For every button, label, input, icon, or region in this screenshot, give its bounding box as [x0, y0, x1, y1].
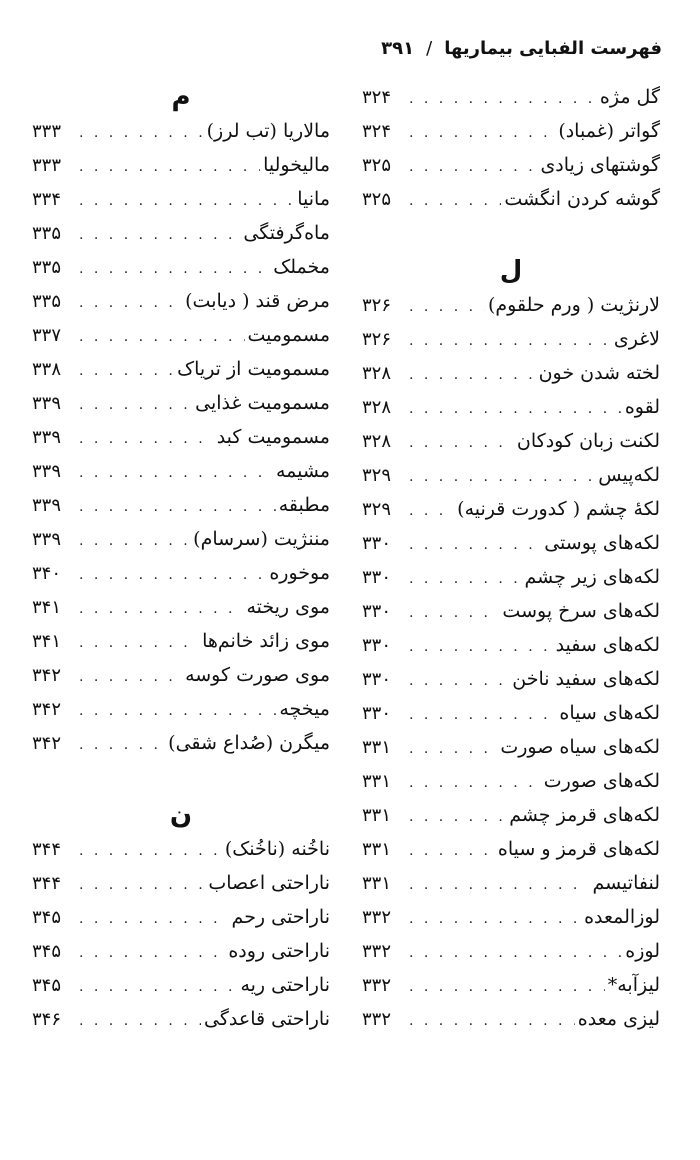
index-entry — [32, 900, 330, 934]
index-entry — [362, 148, 660, 182]
section-letter-lam: ل — [499, 256, 523, 286]
entry-page-number: ۳۳۰ — [362, 567, 392, 588]
dot-leader — [409, 494, 454, 528]
dot-leader — [409, 596, 499, 630]
entry-page-number: ۳۲۵ — [362, 155, 392, 176]
entry-page-number: ۳۲۴ — [362, 121, 392, 142]
index-entry — [362, 628, 660, 662]
entry-term: ماه‌گرفتگی — [243, 222, 330, 244]
entry-term: موخوره — [269, 562, 330, 584]
entry-term: مطبقه — [278, 494, 330, 516]
entry-page-number: ۳۲۸ — [362, 363, 392, 384]
entry-term: گوشتهای زیادی — [540, 154, 660, 176]
entry-term: لکه‌های قرمز و سیاه — [497, 838, 660, 860]
entry-page-number: ۳۳۳ — [32, 121, 62, 142]
section-l — [362, 288, 660, 1036]
dot-leader — [409, 936, 622, 970]
dot-leader — [409, 528, 541, 562]
dot-leader — [409, 902, 581, 936]
entry-page-number: ۳۴۴ — [32, 839, 62, 860]
entry-term: لکهٔ چشم ( کدورت قرنیه) — [457, 498, 660, 520]
header-title: فهرست الفبایی بیماریها — [444, 37, 662, 59]
entry-page-number: ۳۳۲ — [362, 941, 392, 962]
dot-leader — [409, 116, 555, 150]
dot-leader — [79, 116, 204, 150]
dot-leader — [79, 1004, 201, 1038]
entry-page-number: ۳۴۴ — [32, 873, 62, 894]
entry-page-number: ۳۲۵ — [362, 189, 392, 210]
dot-leader — [79, 728, 165, 762]
index-entry — [362, 80, 660, 114]
dot-leader — [79, 184, 294, 218]
index-entry — [362, 662, 660, 696]
entry-page-number: ۳۴۶ — [32, 1009, 62, 1030]
entry-page-number: ۳۴۵ — [32, 941, 62, 962]
entry-term: مننژیت (سرسام) — [193, 528, 330, 550]
entry-term: لکه‌های سیاه — [559, 702, 660, 724]
entry-page-number: ۳۴۵ — [32, 975, 62, 996]
entry-term: لکه‌های سیاه صورت — [500, 736, 660, 758]
entry-term: لنفاتیسم — [592, 872, 660, 894]
entry-term: لکه‌های زیر چشم — [524, 566, 660, 588]
entry-term: مسمومیت کبد — [216, 426, 330, 448]
index-entry — [362, 832, 660, 866]
index-entry — [32, 726, 330, 760]
entry-page-number: ۳۳۱ — [362, 873, 392, 894]
dot-leader — [409, 868, 589, 902]
dot-leader — [409, 426, 514, 460]
dot-leader — [409, 290, 485, 324]
index-entry — [32, 934, 330, 968]
index-entry — [32, 182, 330, 216]
entry-term: ناراحتی ریه — [240, 974, 330, 996]
index-entry — [362, 288, 660, 322]
entry-term: مسمومیت — [247, 324, 330, 346]
entry-page-number: ۳۳۹ — [32, 495, 62, 516]
index-entry — [362, 114, 660, 148]
entry-page-number: ۳۲۸ — [362, 431, 392, 452]
entry-term: مخملک — [273, 256, 330, 278]
index-entry — [32, 216, 330, 250]
index-entry — [32, 352, 330, 386]
index-entry — [362, 730, 660, 764]
entry-page-number: ۳۲۹ — [362, 465, 392, 486]
entry-page-number: ۳۴۲ — [32, 733, 62, 754]
entry-term: گوشه کردن انگشت — [504, 188, 660, 210]
index-entry — [362, 322, 660, 356]
dot-leader — [79, 490, 276, 524]
index-entry — [362, 764, 660, 798]
index-entry — [32, 1002, 330, 1036]
entry-page-number: ۳۳۱ — [362, 771, 392, 792]
index-entry — [362, 424, 660, 458]
dot-leader — [409, 664, 509, 698]
entry-page-number: ۳۳۸ — [32, 359, 62, 380]
index-entry — [32, 522, 330, 556]
entry-page-number: ۳۲۸ — [362, 397, 392, 418]
index-entry — [362, 390, 660, 424]
entry-page-number: ۳۴۱ — [32, 631, 62, 652]
entry-term: لکه‌های پوستی — [544, 532, 660, 554]
entry-page-number: ۳۳۲ — [362, 1009, 392, 1030]
dot-leader — [409, 970, 605, 1004]
index-entry — [362, 968, 660, 1002]
index-entry — [32, 318, 330, 352]
entry-term: لوزالمعده — [584, 906, 660, 928]
entry-page-number: ۳۳۳ — [32, 155, 62, 176]
dot-leader — [79, 252, 270, 286]
entry-page-number: ۳۳۴ — [32, 189, 62, 210]
section-gap — [32, 760, 330, 798]
entry-term: میخچه — [279, 698, 330, 720]
index-entry — [32, 866, 330, 900]
entry-page-number: ۳۳۰ — [362, 703, 392, 724]
entry-page-number: ۳۲۶ — [362, 329, 392, 350]
entry-term: موی زائد خانم‌ها — [202, 630, 330, 652]
dot-leader — [79, 388, 192, 422]
dot-leader — [79, 694, 276, 728]
dot-leader — [79, 558, 266, 592]
dot-leader — [79, 592, 243, 626]
dot-leader — [409, 82, 597, 116]
entry-page-number: ۳۳۹ — [32, 461, 62, 482]
section-n — [32, 832, 330, 1036]
section-g — [362, 80, 660, 216]
entry-term: لکه‌های قرمز چشم — [509, 804, 660, 826]
dot-leader — [79, 354, 174, 388]
section-m — [32, 114, 330, 760]
entry-term: مالاریا (تب لرز) — [206, 120, 330, 142]
entry-page-number: ۳۳۵ — [32, 291, 62, 312]
entry-page-number: ۳۳۰ — [362, 533, 392, 554]
index-entry — [32, 420, 330, 454]
dot-leader — [409, 562, 521, 596]
entry-page-number: ۳۳۱ — [362, 805, 392, 826]
entry-term: لاغری — [613, 328, 660, 350]
entry-term: لخته شدن خون — [538, 362, 660, 384]
index-entry — [32, 624, 330, 658]
dot-leader — [79, 936, 225, 970]
index-entry — [32, 148, 330, 182]
index-entry — [362, 866, 660, 900]
entry-term: لقوه — [624, 396, 660, 418]
entry-term: لکه‌های سرخ پوست — [502, 600, 660, 622]
entry-page-number: ۳۲۹ — [362, 499, 392, 520]
entry-term: لارنژیت ( ورم حلقوم) — [487, 294, 660, 316]
section-letter-mim: م — [171, 82, 191, 112]
entry-page-number: ۳۳۵ — [32, 223, 62, 244]
entry-term: ناراحتی اعصاب — [208, 872, 330, 894]
dot-leader — [79, 834, 222, 868]
dot-leader — [409, 630, 553, 664]
entry-page-number: ۳۳۹ — [32, 427, 62, 448]
dot-leader — [79, 150, 260, 184]
index-entry — [362, 182, 660, 216]
index-column-right — [362, 80, 660, 1036]
index-entry — [362, 934, 660, 968]
header-separator: / — [426, 37, 433, 59]
index-entry — [362, 594, 660, 628]
entry-term: ناراحتی روده — [228, 940, 330, 962]
dot-leader — [79, 970, 237, 1004]
entry-page-number: ۳۳۰ — [362, 669, 392, 690]
entry-page-number: ۳۴۱ — [32, 597, 62, 618]
dot-leader — [79, 422, 214, 456]
dot-leader — [79, 218, 240, 252]
index-entry — [32, 386, 330, 420]
dot-leader — [409, 460, 595, 494]
index-entry — [32, 556, 330, 590]
dot-leader — [409, 834, 495, 868]
dot-leader — [409, 766, 541, 800]
entry-term: لکه‌های صورت — [543, 770, 660, 792]
entry-page-number: ۳۳۵ — [32, 257, 62, 278]
index-entry — [362, 560, 660, 594]
index-entry — [32, 488, 330, 522]
entry-term: لیزآبه* — [607, 974, 660, 996]
running-header — [40, 30, 662, 66]
entry-term: موی صورت کوسه — [185, 664, 330, 686]
entry-page-number: ۳۳۰ — [362, 635, 392, 656]
index-entry — [362, 492, 660, 526]
dot-leader — [79, 660, 182, 694]
entry-term: لیزی معده — [577, 1008, 660, 1030]
dot-leader — [409, 698, 556, 732]
entry-page-number: ۳۳۱ — [362, 737, 392, 758]
dot-leader — [409, 324, 611, 358]
index-entry — [32, 832, 330, 866]
index-entry — [32, 658, 330, 692]
index-entry — [32, 114, 330, 148]
entry-page-number: ۳۴۲ — [32, 699, 62, 720]
index-entry — [362, 458, 660, 492]
entry-page-number: ۳۲۶ — [362, 295, 392, 316]
header-page-number: ۳۹۱ — [381, 37, 415, 59]
entry-term: ناراحتی قاعدگی — [204, 1008, 330, 1030]
entry-term: لوزه — [625, 940, 660, 962]
index-entry — [362, 798, 660, 832]
entry-term: لکه‌های سفید — [555, 634, 660, 656]
entry-page-number: ۳۳۲ — [362, 975, 392, 996]
entry-page-number: ۳۳۰ — [362, 601, 392, 622]
entry-term: مالیخولیا — [263, 154, 330, 176]
entry-page-number: ۳۳۹ — [32, 529, 62, 550]
entry-term: مسمومیت از تریاک — [177, 358, 330, 380]
entry-page-number: ۳۴۵ — [32, 907, 62, 928]
dot-leader — [409, 392, 622, 426]
dot-leader — [409, 150, 537, 184]
index-entry — [32, 284, 330, 318]
entry-term: مسمومیت غذایی — [195, 392, 330, 414]
dot-leader — [79, 456, 273, 490]
entry-term: گواتر (غمباد) — [558, 120, 660, 142]
index-entry — [362, 900, 660, 934]
entry-term: مانیا — [297, 188, 330, 210]
dot-leader — [79, 868, 205, 902]
dot-leader — [79, 524, 190, 558]
entry-term: مرض قند ( دیابت) — [185, 290, 330, 312]
dot-leader — [79, 286, 182, 320]
entry-term: لکه‌پیس — [598, 464, 660, 486]
index-entry — [32, 692, 330, 726]
dot-leader — [409, 1004, 575, 1038]
entry-page-number: ۳۲۴ — [362, 87, 392, 108]
index-entry — [32, 250, 330, 284]
dot-leader — [409, 800, 506, 834]
index-entry — [32, 590, 330, 624]
index-column-left — [32, 80, 330, 1036]
entry-term: مشیمه — [275, 460, 330, 482]
entry-page-number: ۳۳۷ — [32, 325, 62, 346]
index-entry — [362, 696, 660, 730]
entry-page-number: ۳۴۰ — [32, 563, 62, 584]
dot-leader — [79, 626, 199, 660]
dot-leader — [409, 358, 536, 392]
index-entry — [32, 454, 330, 488]
index-entry — [362, 1002, 660, 1036]
entry-page-number: ۳۳۱ — [362, 839, 392, 860]
entry-term: لکنت زبان کودکان — [516, 430, 660, 452]
dot-leader — [79, 320, 245, 354]
dot-leader — [409, 184, 501, 218]
entry-page-number: ۳۳۲ — [362, 907, 392, 928]
entry-page-number: ۳۴۲ — [32, 665, 62, 686]
entry-term: لکه‌های سفید ناخن — [512, 668, 660, 690]
section-gap — [362, 216, 660, 254]
entry-term: گل مژه — [599, 86, 660, 108]
index-entry — [32, 968, 330, 1002]
dot-leader — [79, 902, 229, 936]
section-letter-nun: ن — [169, 800, 193, 830]
entry-term: موی ریخته — [246, 596, 330, 618]
entry-term: میگرن (صُداع شقی) — [168, 732, 330, 754]
entry-term: ناخُنه (ناخُنک) — [224, 838, 330, 860]
index-entry — [362, 526, 660, 560]
dot-leader — [409, 732, 497, 766]
entry-page-number: ۳۳۹ — [32, 393, 62, 414]
entry-term: ناراحتی رحم — [231, 906, 330, 928]
index-entry — [362, 356, 660, 390]
